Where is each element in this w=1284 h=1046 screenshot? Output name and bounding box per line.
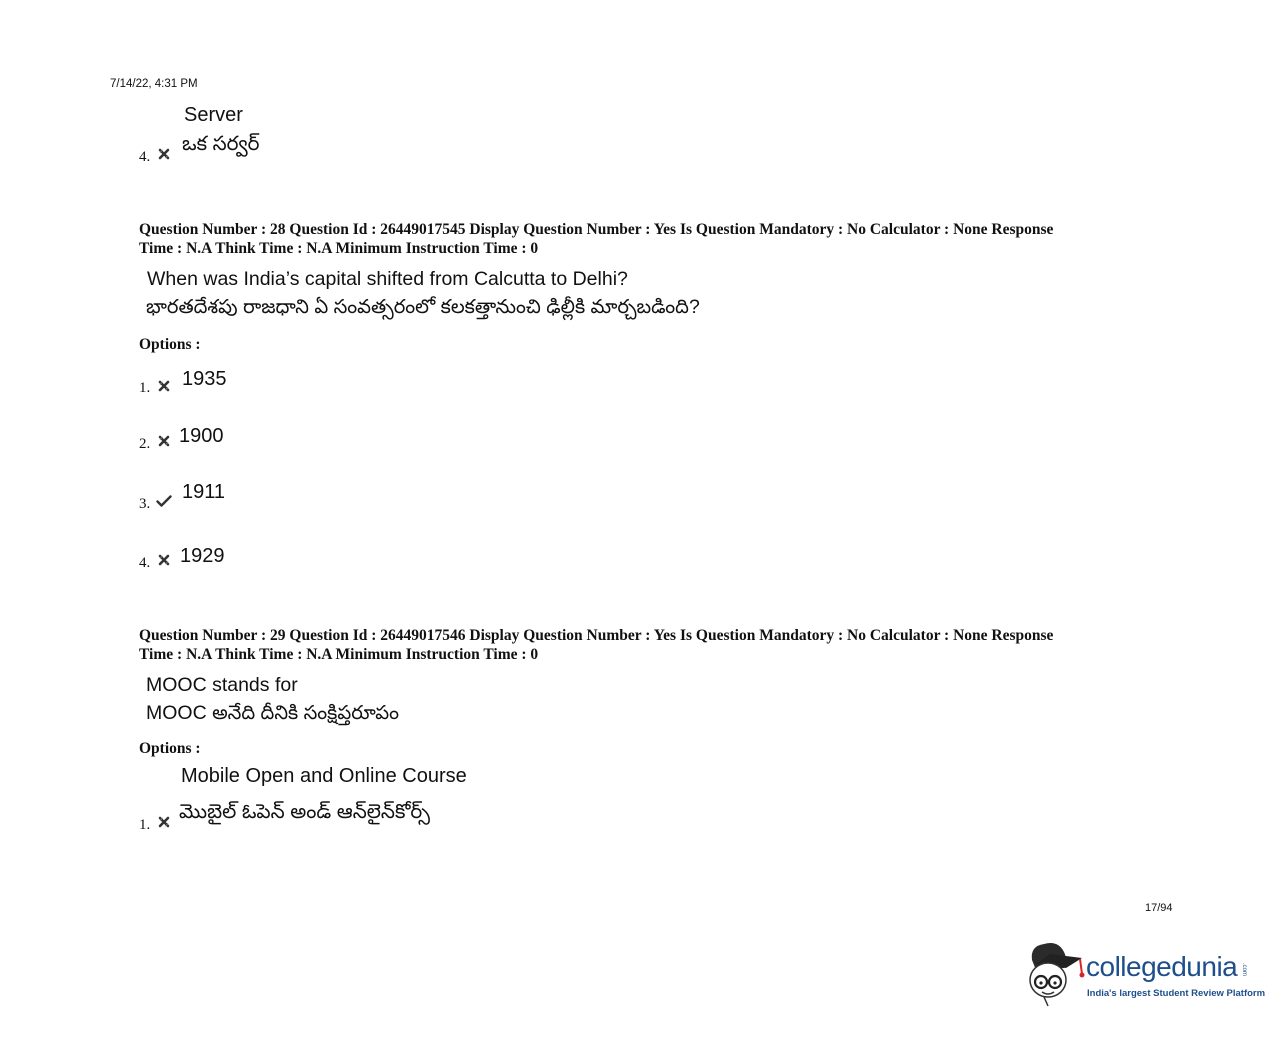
print-timestamp: 7/14/22, 4:31 PM bbox=[110, 78, 198, 90]
question-meta-line1: Question Number : 28 Question Id : 26449017545 Display Question Number : Yes Is Question Mandatory : No Calculator : None Response bbox=[139, 221, 1054, 238]
option-text: 1911 bbox=[182, 481, 226, 503]
page-number: 17/94 bbox=[1145, 902, 1173, 914]
cross-icon bbox=[158, 148, 170, 160]
cross-icon bbox=[158, 435, 170, 447]
brand-tagline: India's largest Student Review Platform bbox=[1087, 988, 1266, 999]
option-text: 1929 bbox=[180, 545, 225, 567]
option-number: 3. bbox=[139, 496, 151, 512]
question-meta bbox=[139, 626, 1149, 664]
question-meta-line2: Time : N.A Think Time : N.A Minimum Instruction Time : 0 bbox=[139, 646, 539, 663]
option-number: 2. bbox=[139, 436, 151, 452]
mascot-icon bbox=[1024, 940, 1086, 1008]
option-text: Mobile Open and Online Course bbox=[181, 765, 467, 787]
check-icon bbox=[156, 495, 172, 507]
question-text-telugu: MOOC అనేది దీనికి సంక్షిప్తరూపం bbox=[146, 702, 399, 724]
option-text: Server bbox=[184, 104, 243, 126]
question-meta bbox=[139, 220, 1149, 258]
question-text-telugu: భారతదేశపు రాజధాని ఏ సంవత్సరంలో కలకత్తానుంచి ఢిల్లీకి మార్చబడింది? bbox=[146, 296, 700, 318]
brand-name: collegedunia bbox=[1086, 951, 1238, 982]
options-label: Options : bbox=[139, 740, 201, 757]
question-text: When was India’s capital shifted from Calcutta to Delhi? bbox=[147, 268, 628, 290]
cross-icon bbox=[158, 554, 170, 566]
question-text: MOOC stands for bbox=[146, 674, 298, 696]
brand-suffix: .com bbox=[1241, 963, 1247, 977]
option-number: 1. bbox=[139, 380, 151, 396]
options-label: Options : bbox=[139, 336, 201, 353]
option-text: 1900 bbox=[179, 425, 224, 447]
option-text: 1935 bbox=[182, 368, 227, 390]
cross-icon bbox=[158, 380, 170, 392]
option-text-telugu: మొబైల్ ఓపెన్ అండ్ ఆన్‌లైన్‌కోర్స్ bbox=[179, 801, 430, 823]
cross-icon bbox=[158, 816, 170, 828]
question-meta-line1: Question Number : 29 Question Id : 26449017546 Display Question Number : Yes Is Question Mandatory : No Calculator : None Response bbox=[139, 627, 1054, 644]
option-number: 1. bbox=[139, 817, 151, 833]
option-number: 4. bbox=[139, 555, 151, 571]
collegedunia-logo bbox=[1024, 940, 1086, 1008]
question-meta-line2: Time : N.A Think Time : N.A Minimum Instruction Time : 0 bbox=[139, 240, 539, 257]
option-number: 4. bbox=[139, 149, 151, 165]
option-text-telugu: ఒక సర్వర్ bbox=[182, 133, 260, 155]
